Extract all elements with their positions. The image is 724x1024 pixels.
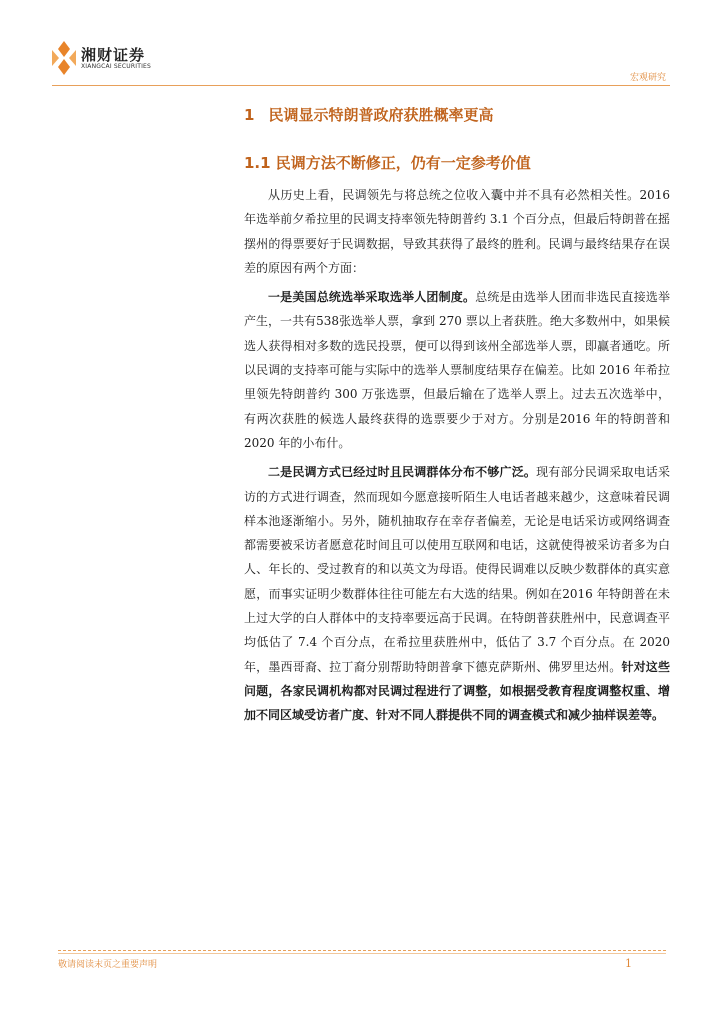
company-logo [50, 40, 160, 78]
paragraph-1: 从历史上看，民调领先与将总统之位收入囊中并不具有必然相关性。2016年选举前夕希拉里的民调支持率领先特朗普约 3.1 个百分点，但最后特朗普在摇摆州的得票要好于民调数据，导致其获得了最终的胜利。民调与最终结果存在误差的原因有两个方面： [244, 188, 670, 275]
disclaimer-note: 敬请阅读末页之重要声明 [58, 960, 158, 970]
logo-subtitle: XIANGCAI SECURITIES [81, 63, 152, 70]
header-divider [52, 85, 670, 86]
paragraph-3-conclusion: 针对这些问题，各家民调机构都对民调过程进行了调整，如根据受教育程度调整权重、增加不同区域受访者广度、针对不同人群提供不同的调查模式和减少抽样误差等。 [244, 659, 670, 723]
page-number: 1 [625, 957, 632, 970]
body-text [244, 183, 670, 733]
footer-divider-secondary [58, 953, 666, 954]
logo-name: 湘财证券 [81, 46, 146, 64]
section-number: 1 [244, 106, 255, 124]
logo-mark-icon [50, 40, 78, 76]
paragraph-2-lead: 一是美国总统选举采取选举人团制度。 [268, 290, 476, 305]
paragraph-3 [244, 460, 670, 727]
subsection-heading: 1.1 民调方法不断修正，仍有一定参考价值 [244, 154, 531, 172]
report-category: 宏观研究 [629, 73, 666, 83]
paragraph-3-text: 现有部分民调采取电话采访的方式进行调查，然而现如今愿意接听陌生人电话者越来越少，这意味着民调样本池逐渐缩小。另外，随机抽取存在幸存者偏差，无论是电话采访或网络调查都需要被采访者愿意花时间且可以使用互联网和电话，这就使得被采访者多为白人、年长的、受过教育的和以英文为母语。使得民调难以反映少数群体的真实意愿，而事实证明少数群体往往可能左右大选的结果。例如在2016 年特朗普在未上过大学的白人群体中的支持率要远高于民调。在特朗普获胜州中，民意调查平均低估了 7.4 个百分点，在希拉里获胜州中，低估了 3.7 个百分点。在 2020 年，墨西哥裔、拉丁裔分别帮助特朗普拿下德克萨斯州、佛罗里达州。 [244, 465, 670, 674]
section-title: 民调显示特朗普政府获胜概率更高 [268, 106, 494, 124]
section-heading [244, 104, 493, 125]
paragraph-2-text: 总统是由选举人团而非选民直接选举产生，一共有538张选举人票，拿到 270 票以上者获胜。绝大多数州中，如果候选人获得相对多数的选民投票，便可以得到该州全部选举人票，即赢者通吃。所以民调的支持率可能与实际中的选举人票制度结果存在偏差。比如 2016 年希拉里领先特朗普约 300 万张选票，但最后输在了选举人票上。过去五次选举中，有两次获胜的候选人最终获得的选票要少于对方。分别是2016 年的特朗普和 2020 年的小布什。 [244, 290, 670, 450]
paragraph-2 [244, 285, 670, 455]
paragraph-3-lead: 二是民调方式已经过时且民调群体分布不够广泛。 [268, 465, 537, 480]
footer-divider [58, 950, 666, 951]
